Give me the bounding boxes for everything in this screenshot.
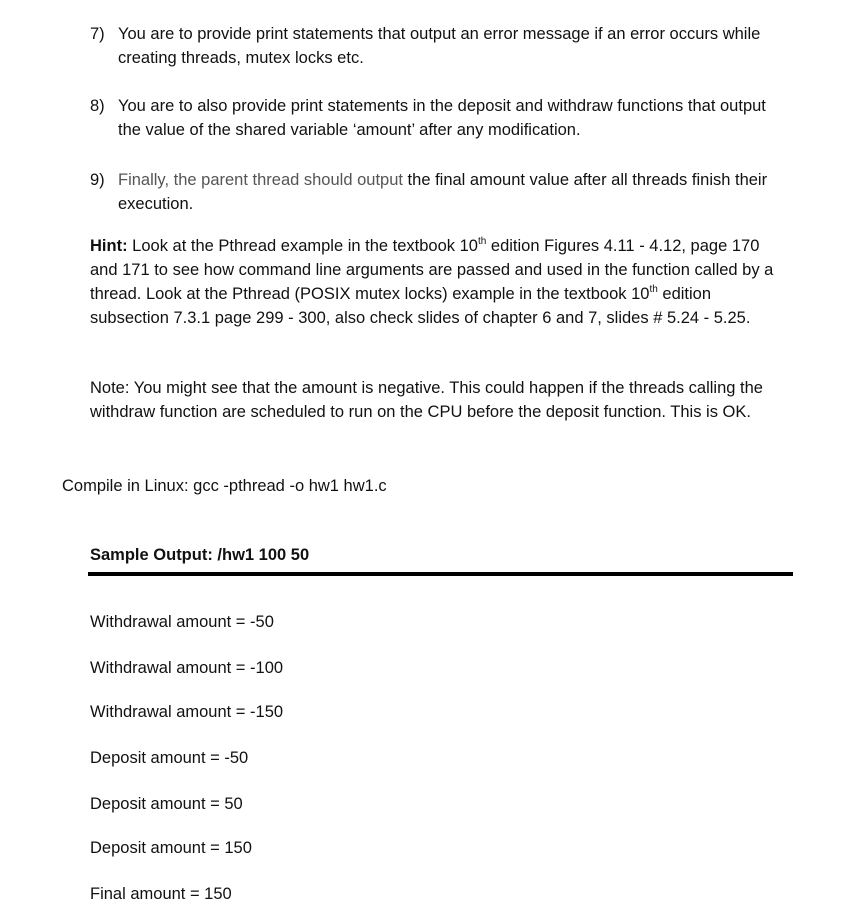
output-line: Withdrawal amount = -100 bbox=[90, 659, 284, 677]
list-item-7 bbox=[90, 22, 780, 70]
divider bbox=[88, 572, 793, 576]
compile-instruction: Compile in Linux: gcc -pthread -o hw1 hw1.c bbox=[62, 477, 387, 495]
hint-label: Hint: bbox=[90, 237, 128, 255]
list-text bbox=[118, 168, 780, 216]
list-number: 7) bbox=[90, 25, 105, 43]
note-paragraph: Note: You might see that the amount is negative. This could happen if the threads calling the withdraw function are scheduled to run on the CPU before the deposit function. This is OK. bbox=[90, 379, 763, 421]
output-line: Deposit amount = 150 bbox=[90, 839, 252, 857]
list-text: You are to provide print statements that output an error message if an error occurs while creating threads, mutex locks etc. bbox=[118, 25, 761, 67]
output-line: Deposit amount = 50 bbox=[90, 795, 243, 813]
list-text-rest: the final amount value after all threads finish their execution. bbox=[118, 171, 768, 213]
sample-output-title: Sample Output: /hw1 100 50 bbox=[90, 546, 310, 564]
output-line: Final amount = 150 bbox=[90, 885, 232, 903]
hint-text-2: edition Figures 4.11 - 4.12, page 170 and 171 to see how command line arguments are passed and used in the function called by a thread. Look at the Pthread (POSIX mutex locks) example in the textbook 10 bbox=[90, 237, 774, 303]
list-number: 9) bbox=[90, 171, 105, 189]
list-text: You are to also provide print statements in the deposit and withdraw functions that output the value of the shared variable ‘amount’ after any modification. bbox=[118, 97, 766, 139]
output-line: Withdrawal amount = -150 bbox=[90, 703, 284, 721]
list-text-gray: Finally, the parent thread should output bbox=[118, 171, 403, 189]
list-item-8 bbox=[90, 94, 780, 142]
list-number: 8) bbox=[90, 97, 105, 115]
list-item-9 bbox=[90, 168, 780, 216]
hint-sup-2: th bbox=[649, 284, 658, 295]
output-line: Withdrawal amount = -50 bbox=[90, 613, 274, 631]
output-line: Deposit amount = -50 bbox=[90, 749, 249, 767]
hint-text-3: edition subsection 7.3.1 page 299 - 300, also check slides of chapter 6 and 7, slides # 5.24 - 5.25. bbox=[90, 285, 751, 327]
hint-sup-1: th bbox=[477, 236, 487, 247]
hint-text-1: Look at the Pthread example in the textbook 10 bbox=[127, 237, 478, 255]
hint-paragraph bbox=[90, 234, 790, 330]
